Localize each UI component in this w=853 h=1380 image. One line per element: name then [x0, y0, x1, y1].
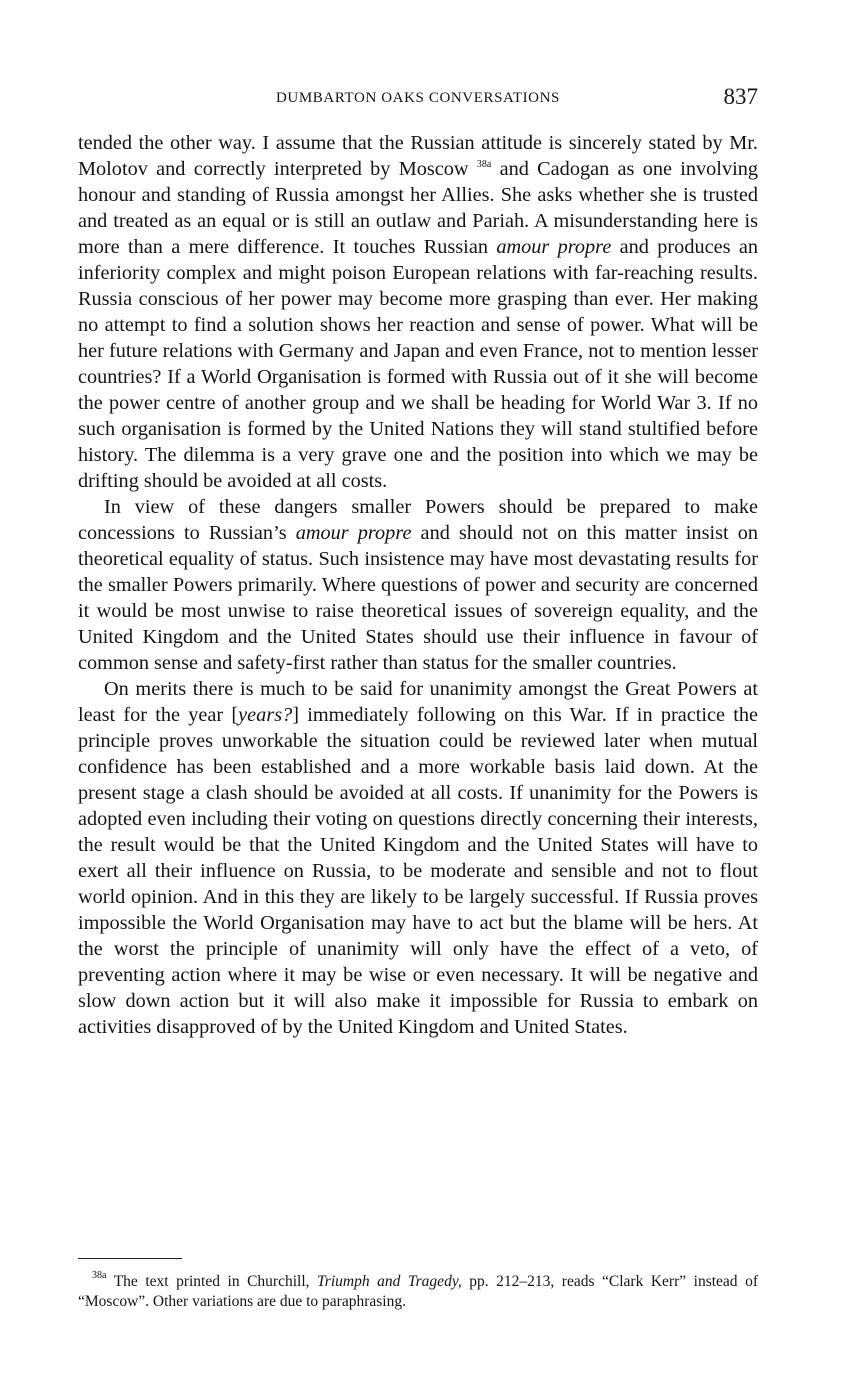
- italic-phrase: amour propre: [295, 522, 412, 544]
- page-header: [78, 84, 758, 120]
- paragraph-2: In view of these dangers smaller Powers should be prepared to make concessions to Russian’s amour propre and should not on this matter insist on theoretical equality of status. Such insistence may have most devastating results for the smaller Powers primarily. Where questions of power and security are concerned it would be most unwise to raise theoretical issues of sovereign equality, and the United Kingdom and the United States should use their influence in favour of common sense and safety-first rather than status for the smaller countries.: [78, 496, 758, 674]
- paragraph-1: tended the other way. I assume that the Russian attitude is sincerely stated by Mr. Molotov and correctly interpreted by Moscow $^{38a}$ and Cadogan as one involving honour and standing of Russia amongst her Allies. She asks whether she is trusted and treated as an equal or is still an outlaw and Pariah. A misunderstanding here is more than a mere difference. It touches Russian amour propre and produces an inferiority complex and might poison European relations with far-reaching results. Russia conscious of her power may become more grasping than ever. Her making no attempt to find a solution shows her reaction and sense of power. What will be her future relations with Germany and Japan and even France, not to mention lesser countries? If a World Organisation is formed with Russia out of it she will become the power centre of another group and we shall be heading for World War 3. If no such organisation is formed by the United Nations they will stand stultified before history. The dilemma is a very grave one and the position into which we may be drifting should be avoided at all costs.: [78, 132, 758, 492]
- footnote-marker: 38a: [92, 1270, 107, 1281]
- italic-phrase: amour propre: [496, 236, 612, 258]
- footnote-ref: 38a: [476, 159, 492, 170]
- footnote: $^{38a}$ The text printed in Churchill, Triumph and Tragedy, pp. 212–213, reads “Clark Kerr” instead of “Moscow”. Other variations are due to paraphrasing.: [78, 1270, 758, 1310]
- paragraph-3: On merits there is much to be said for unanimity amongst the Great Powers at least for the year [years?] immediately following on this War. If in practice the principle proves unworkable the situation could be reviewed later when mutual confidence has been established and a more workable basis laid down. At the present stage a clash should be avoided at all costs. If unanimity for the Powers is adopted even including their voting on questions directly concerning their interests, the result would be that the United Kingdom and the United States will have to exert all their influence on Russia, to be moderate and sensible and not to flout world opinion. And in this they are likely to be largely successful. If Russia proves impossible the World Organisation may have to act but the blame will be hers. At the worst the principle of unanimity will only have the effect of a veto, of preventing action where it may be wise or even necessary. It will be negative and slow down action but it will also make it impossible for Russia to embark on activities disapproved of by the United Kingdom and United States.: [78, 678, 758, 1038]
- footnote-divider: [78, 1258, 182, 1259]
- body-text: [78, 130, 758, 1040]
- italic-phrase: years?: [238, 704, 293, 726]
- page-number: 837: [723, 84, 758, 109]
- running-head: DUMBARTON OAKS CONVERSATIONS: [276, 90, 560, 106]
- book-title: Triumph and Tragedy,: [317, 1273, 462, 1290]
